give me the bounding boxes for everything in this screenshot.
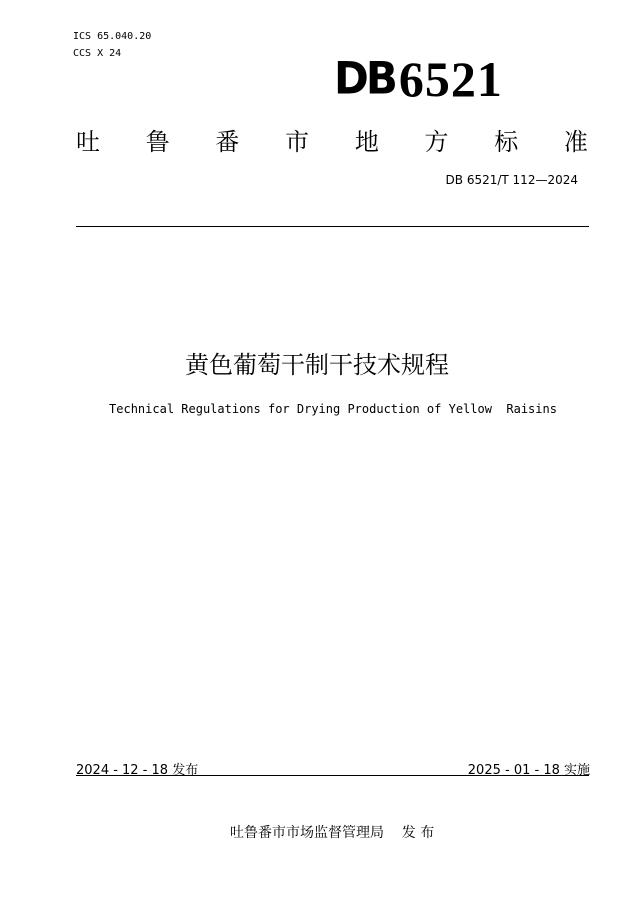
top-divider	[76, 226, 589, 227]
title-english: Technical Regulations for Drying Production of Yellow Raisins	[109, 402, 557, 416]
ics-code: ICS 65.040.20	[73, 31, 152, 42]
org-title-char: 番	[215, 128, 240, 156]
db-logo-number: 6521	[398, 51, 503, 107]
issue-date: 2024 - 12 - 18 发布	[76, 763, 199, 778]
db-logo-letters: DB	[334, 52, 395, 105]
org-title-char: 鲁	[145, 128, 170, 156]
bottom-divider	[76, 775, 589, 776]
org-title-char: 准	[563, 128, 588, 156]
org-title-char: 标	[494, 128, 519, 156]
issuer: 吐鲁番市市场监督管理局 发 布	[230, 825, 435, 841]
org-title-char: 市	[285, 128, 310, 156]
db-logo	[334, 51, 503, 107]
ccs-code: CCS X 24	[73, 48, 122, 59]
org-title-char: 地	[354, 128, 379, 156]
org-title-char: 方	[424, 128, 449, 156]
implementation-date: 2025 - 01 - 18 实施	[467, 763, 590, 778]
standard-code: DB 6521/T 112—2024	[445, 173, 578, 187]
org-title-char: 吐	[76, 128, 100, 156]
org-title	[76, 122, 588, 157]
title-chinese: 黄色葡萄干制干技术规程	[185, 351, 449, 379]
